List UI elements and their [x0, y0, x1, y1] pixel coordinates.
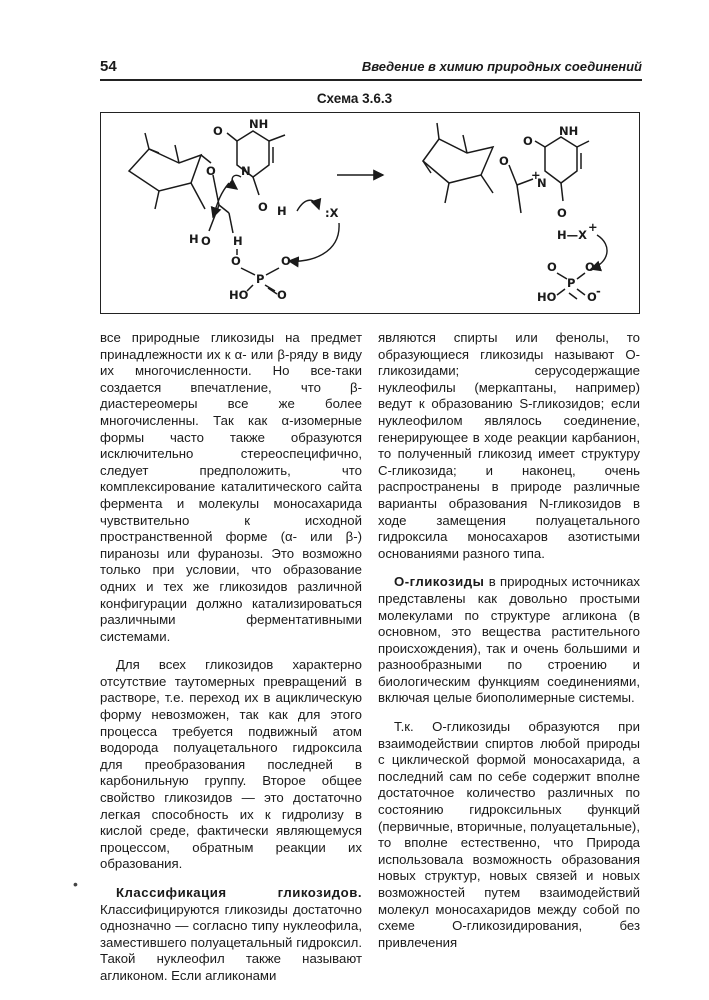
left-carbonyl-oxygen: O [213, 124, 223, 138]
right-phosphate-oxygen-2: O [585, 260, 595, 274]
right-n1: N [537, 176, 547, 190]
left-phosphate-hydrogen: H [233, 234, 243, 248]
right-nh: NH [559, 124, 579, 138]
scheme-title: Схема 3.6.3 [316, 91, 393, 106]
page-number: 54 [100, 58, 117, 75]
right-phosphorus: P [567, 276, 576, 290]
right-ho: HO [537, 290, 557, 304]
o-glycosides-paragraph [378, 574, 640, 707]
right-pyrimidine-ring [535, 137, 589, 201]
left-curved-arrow-3 [297, 200, 319, 211]
left-pyrimidine-ring [227, 131, 285, 195]
left-column [100, 330, 362, 985]
right-hx: H—X [557, 228, 587, 242]
left-sugar-ring [129, 133, 233, 233]
reaction-scheme-drawing [101, 113, 641, 315]
classification-text: Классифицируются гликозиды достаточно однозначно — согласно типу нуклеофила, заместившего полуацетальный гидроксил. Такой нуклеофил также называют агликоном. Если агликонами [100, 901, 362, 983]
right-ring-oxygen: O [499, 154, 509, 168]
right-c4-oxygen: O [557, 206, 567, 220]
left-curved-arrow-4 [289, 223, 339, 261]
left-nh: NH [249, 117, 269, 131]
left-phosphate-oxygen-1: O [231, 254, 241, 268]
right-column [378, 330, 640, 951]
right-phosphate-oxygen-1: O [547, 260, 557, 274]
margin-dot: • [73, 876, 78, 892]
right-sugar-ring [423, 123, 533, 213]
left-n1: N [241, 164, 251, 178]
left-c4-oxygen: O [258, 200, 268, 214]
right-o-minus: O [587, 290, 597, 304]
left-phosphorus: P [256, 272, 265, 286]
left-ho: HO [229, 288, 249, 302]
paragraph: Т.к. O-гликозиды образуются при взаимодействии спиртов любой природы с циклической формой моносахарида, а последний сам по себе содержит вполне достаточное количество различных по состоянию гидроксильных функций (первичные, вторичные, полуацетальные), то вполне естественно, что Природа использовала возможность образования новых структур, новых связей и новых возможностей путем взаимодействий молекул моносахаридов между собой по схеме O-гликозидирования, без привлечения [378, 719, 640, 950]
left-phosphate-oxygen-3: O [277, 288, 287, 302]
left-phosphate-oxygen-2: O [281, 254, 291, 268]
running-header [100, 58, 642, 80]
right-x-charge: + [588, 220, 598, 234]
left-nucleophile-x: :X [325, 206, 339, 220]
classification-paragraph [100, 885, 362, 985]
left-ring-oxygen: O [206, 164, 216, 178]
scheme-figure [100, 112, 640, 314]
paragraph: являются спирты или фенолы, то образующиеся гликозиды называют O-гликозидами; серусодержащие нуклеофилы (меркаптаны, например) ведут к образованию S-гликозидов; если нуклеофилом являлось соединение, генерирующее в ходе реакции карбанион, то полученный гликозид имеет структуру С-гликозида; и наконец, очень распространены в природе различные варианты образования N-гликозидов в ходе замещения полуацетального гидроксила моносахаров азотистыми основаниями разного типа. [378, 330, 640, 561]
paragraph: Для всех гликозидов характерно отсутствие таутомерных превращений в растворе, т.е. переход их в ациклическую форму невозможен, так как для этого процесса требуется подвижный атом водорода полуацетального гидроксила для преобразования последней в карбонильную группу. Второе общее свойство гликозидов — это достаточно легкая способность их к гидролизу в кислой среде, фактически являющемуся процессом, обратным реакции их образования. [100, 657, 362, 872]
left-sugar-oxygen: O [201, 234, 211, 248]
header-rule [100, 79, 642, 81]
right-carbonyl-oxygen: O [523, 134, 533, 148]
left-sugar-hydrogen: H [189, 232, 199, 246]
left-c4-hydrogen: H [277, 204, 287, 218]
left-curved-arrow-2 [232, 175, 241, 189]
right-o-minus-charge: - [596, 284, 601, 298]
running-title: Введение в химию природных соединений [361, 59, 642, 74]
o-glycosides-heading: O-гликозиды [394, 574, 485, 590]
paragraph: все природные гликозиды на предмет принадлежности их к α- или β-ряду в виду их многочисленности. Но все-таки создается впечатление, что β-диастереомеры все же более многочисленны. Так как α-изомерные формы часто также образуются исключительно стереоспецифично, следует предположить, что комплексирование каталитического сайта фермента и молекулы моносахарида чувствительно к исходной пространственной форме (α- или β-) пиранозы или фуранозы. Это возможно только при условии, что образование одних и тех же гликозидов различной конфигурации должно катализироваться различными ферментативными системами. [100, 330, 362, 644]
o-glycosides-text: в природных источниках представлены как довольно простыми молекулами по структуре агликона (в основном, это вещества растительного происхождения), так и очень большими и разнообразными по строению и биологическим функциям соединениями, включая целые биополимерные системы. [378, 574, 640, 706]
classification-heading: Классификация гликозидов. [116, 885, 362, 900]
right-n1-charge: + [531, 168, 541, 182]
